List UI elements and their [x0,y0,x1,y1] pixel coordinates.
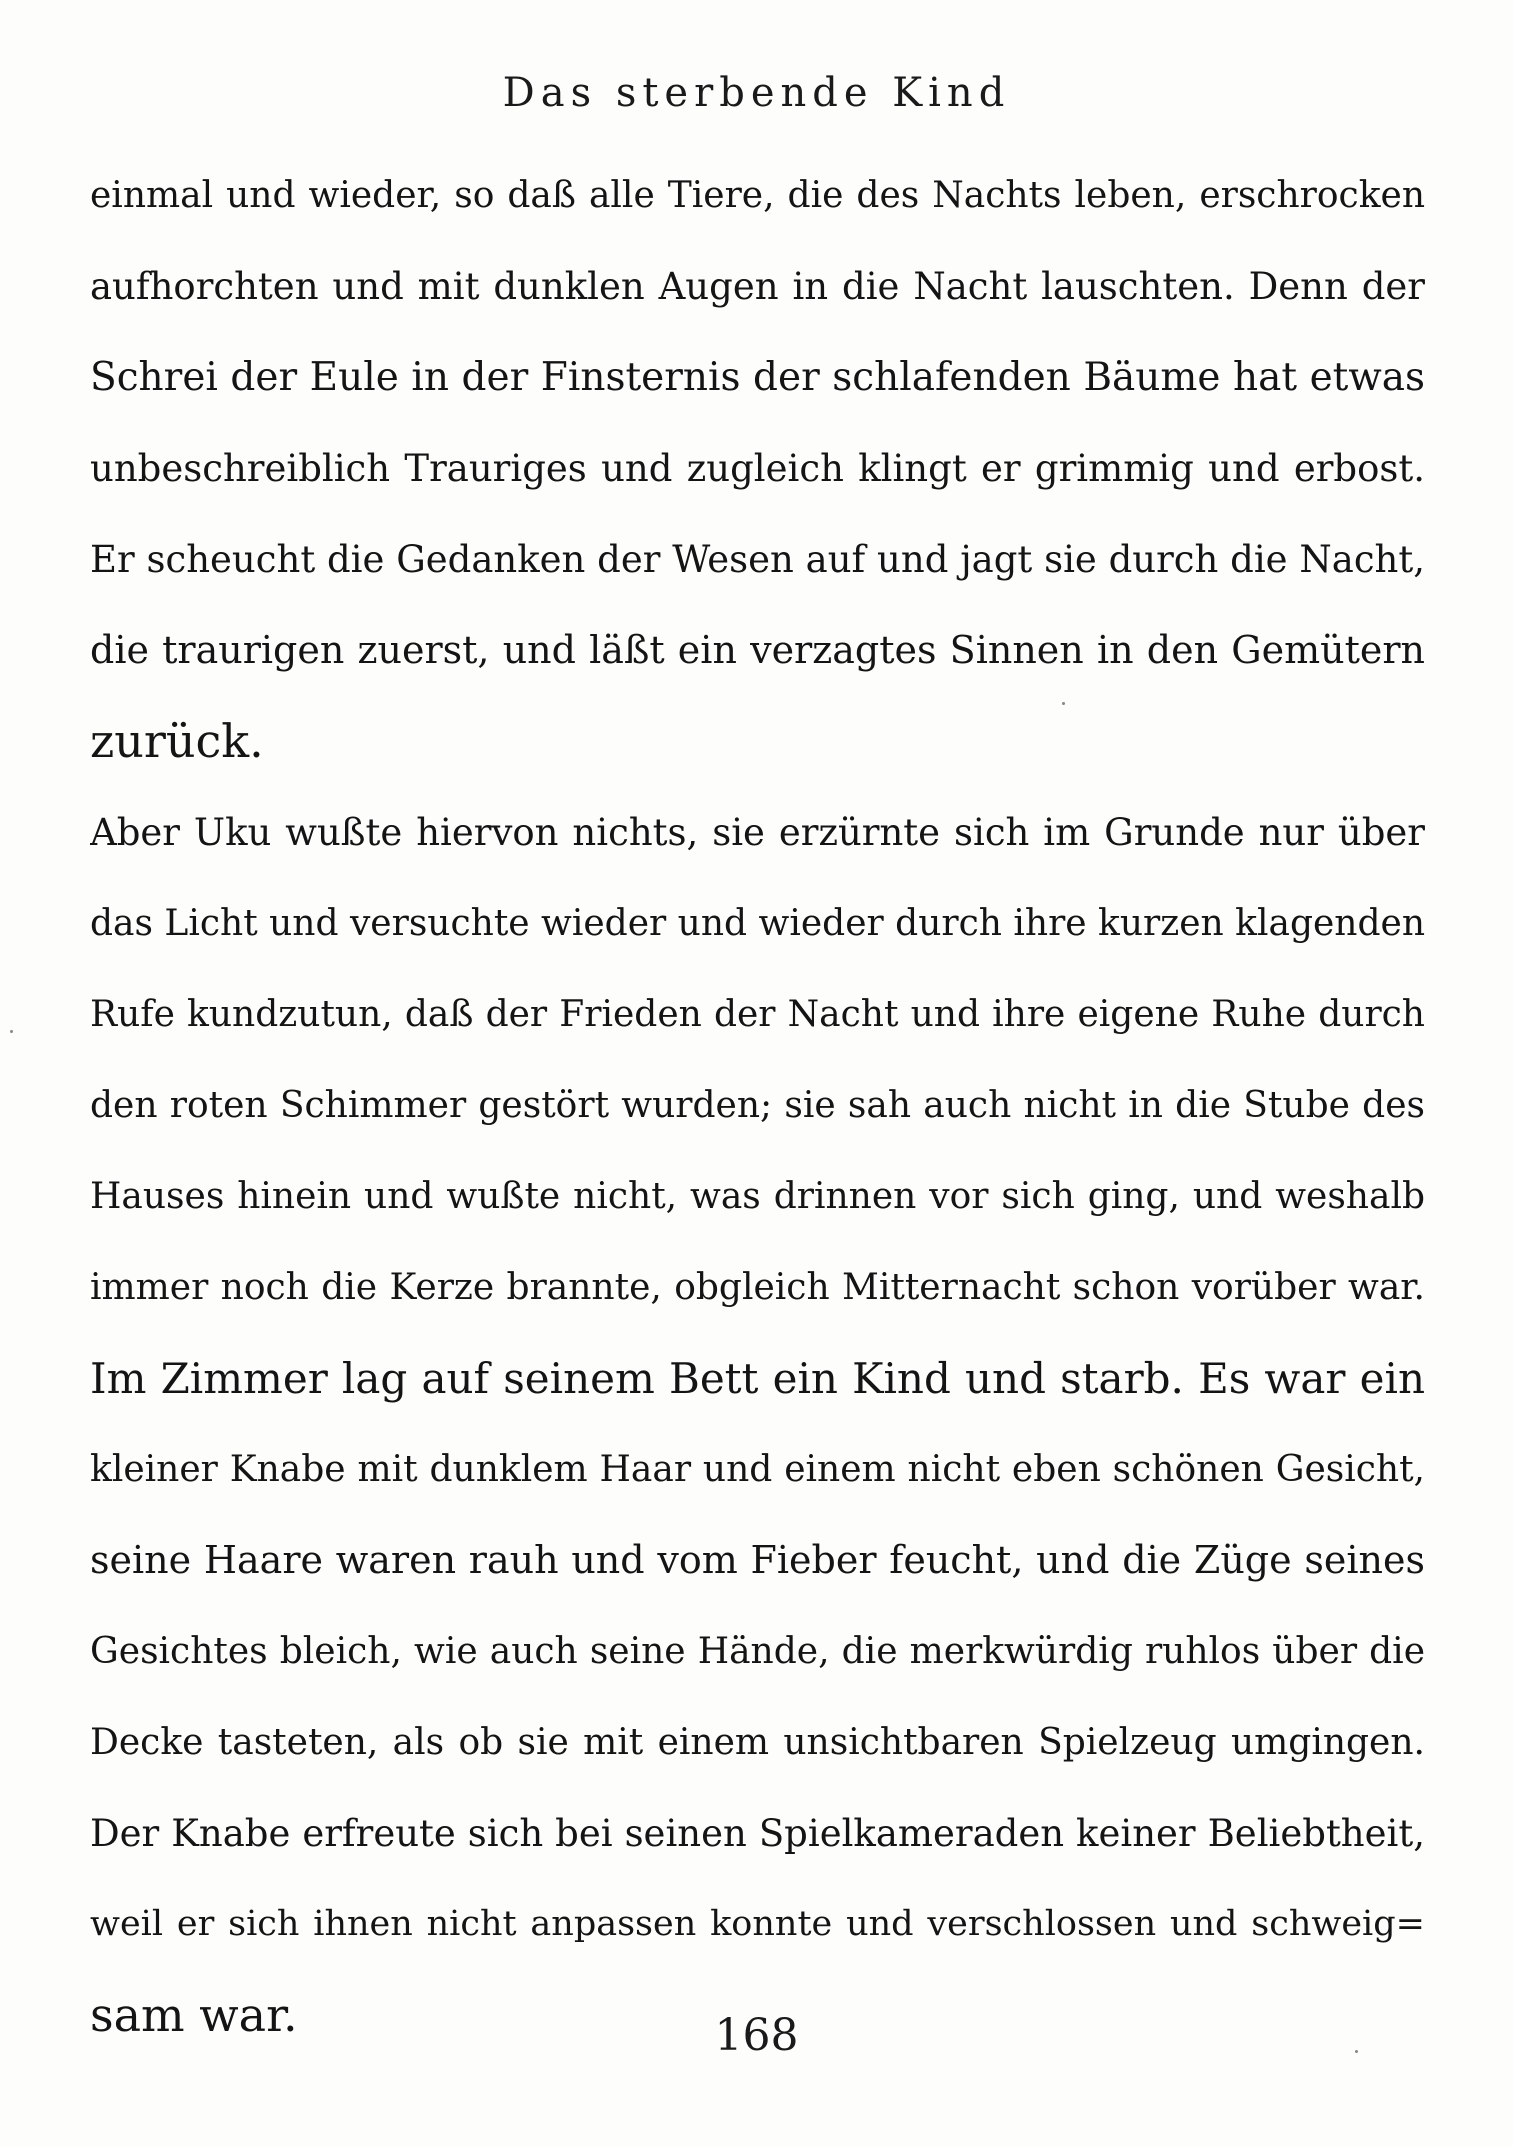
text-line: weil er sich ihnen nicht anpassen konnte und verschlossen und schweig= [90,1904,1425,1944]
text-line: den roten Schimmer gestört wurden; sie sah auch nicht in die Stube des [90,1085,1425,1126]
text-line: seine Haare waren rauh und vom Fieber feucht, und die Züge seines [90,1538,1425,1582]
paragraph [90,1333,1425,2061]
text-line: aufhorchten und mit dunklen Augen in die Nacht lauschten. Denn der [90,265,1425,308]
paragraph [90,787,1425,1333]
paper-speck [1355,2050,1358,2053]
text-line: unbeschreiblich Trauriges und zugleich klingt er grimmig und erbost. [90,447,1425,490]
body-text [90,150,1425,2061]
text-line: Er scheucht die Gedanken der Wesen auf und jagt sie durch die Nacht, [90,538,1425,581]
text-line: Gesichtes bleich, wie auch seine Hände, die merkwürdig ruhlos über die [90,1631,1425,1672]
text-line: die traurigen zuerst, und läßt ein verzagtes Sinnen in den Gemütern [90,628,1425,672]
text-line: Aber Uku wußte hiervon nichts, sie erzürnte sich im Grunde nur über [90,811,1425,854]
text-line: Hauses hinein und wußte nicht, was drinnen vor sich ging, und weshalb [90,1176,1425,1217]
paper-speck [10,1030,13,1033]
text-line: Decke tasteten, als ob sie mit einem unsichtbaren Spielzeug umgingen. [90,1722,1425,1763]
running-head: Das sterbende Kind [502,70,1011,116]
text-line: einmal und wieder, so daß alle Tiere, die des Nachts leben, erschrocken [90,175,1425,216]
page-number: 168 [714,2010,799,2061]
paragraph [90,150,1425,787]
text-line: Im Zimmer lag auf seinem Bett ein Kind und starb. Es war ein [90,1354,1425,1403]
text-line: sam war. [90,1988,298,2042]
text-line: Der Knabe erfreute sich bei seinen Spielkameraden keiner Beliebtheit, [90,1812,1425,1855]
text-line: zurück. [90,714,264,768]
text-line: das Licht und versuchte wieder und wieder durch ihre kurzen klagenden [90,903,1425,944]
text-line: Schrei der Eule in der Finsternis der schlafenden Bäume hat etwas [90,355,1425,400]
text-line: kleiner Knabe mit dunklem Haar und einem nicht eben schönen Gesicht, [90,1449,1425,1490]
text-line: Rufe kundzutun, daß der Frieden der Nacht und ihre eigene Ruhe durch [90,994,1425,1035]
text-line: immer noch die Kerze brannte, obgleich Mitternacht schon vorüber war. [90,1267,1425,1308]
paper-speck [1062,702,1065,705]
